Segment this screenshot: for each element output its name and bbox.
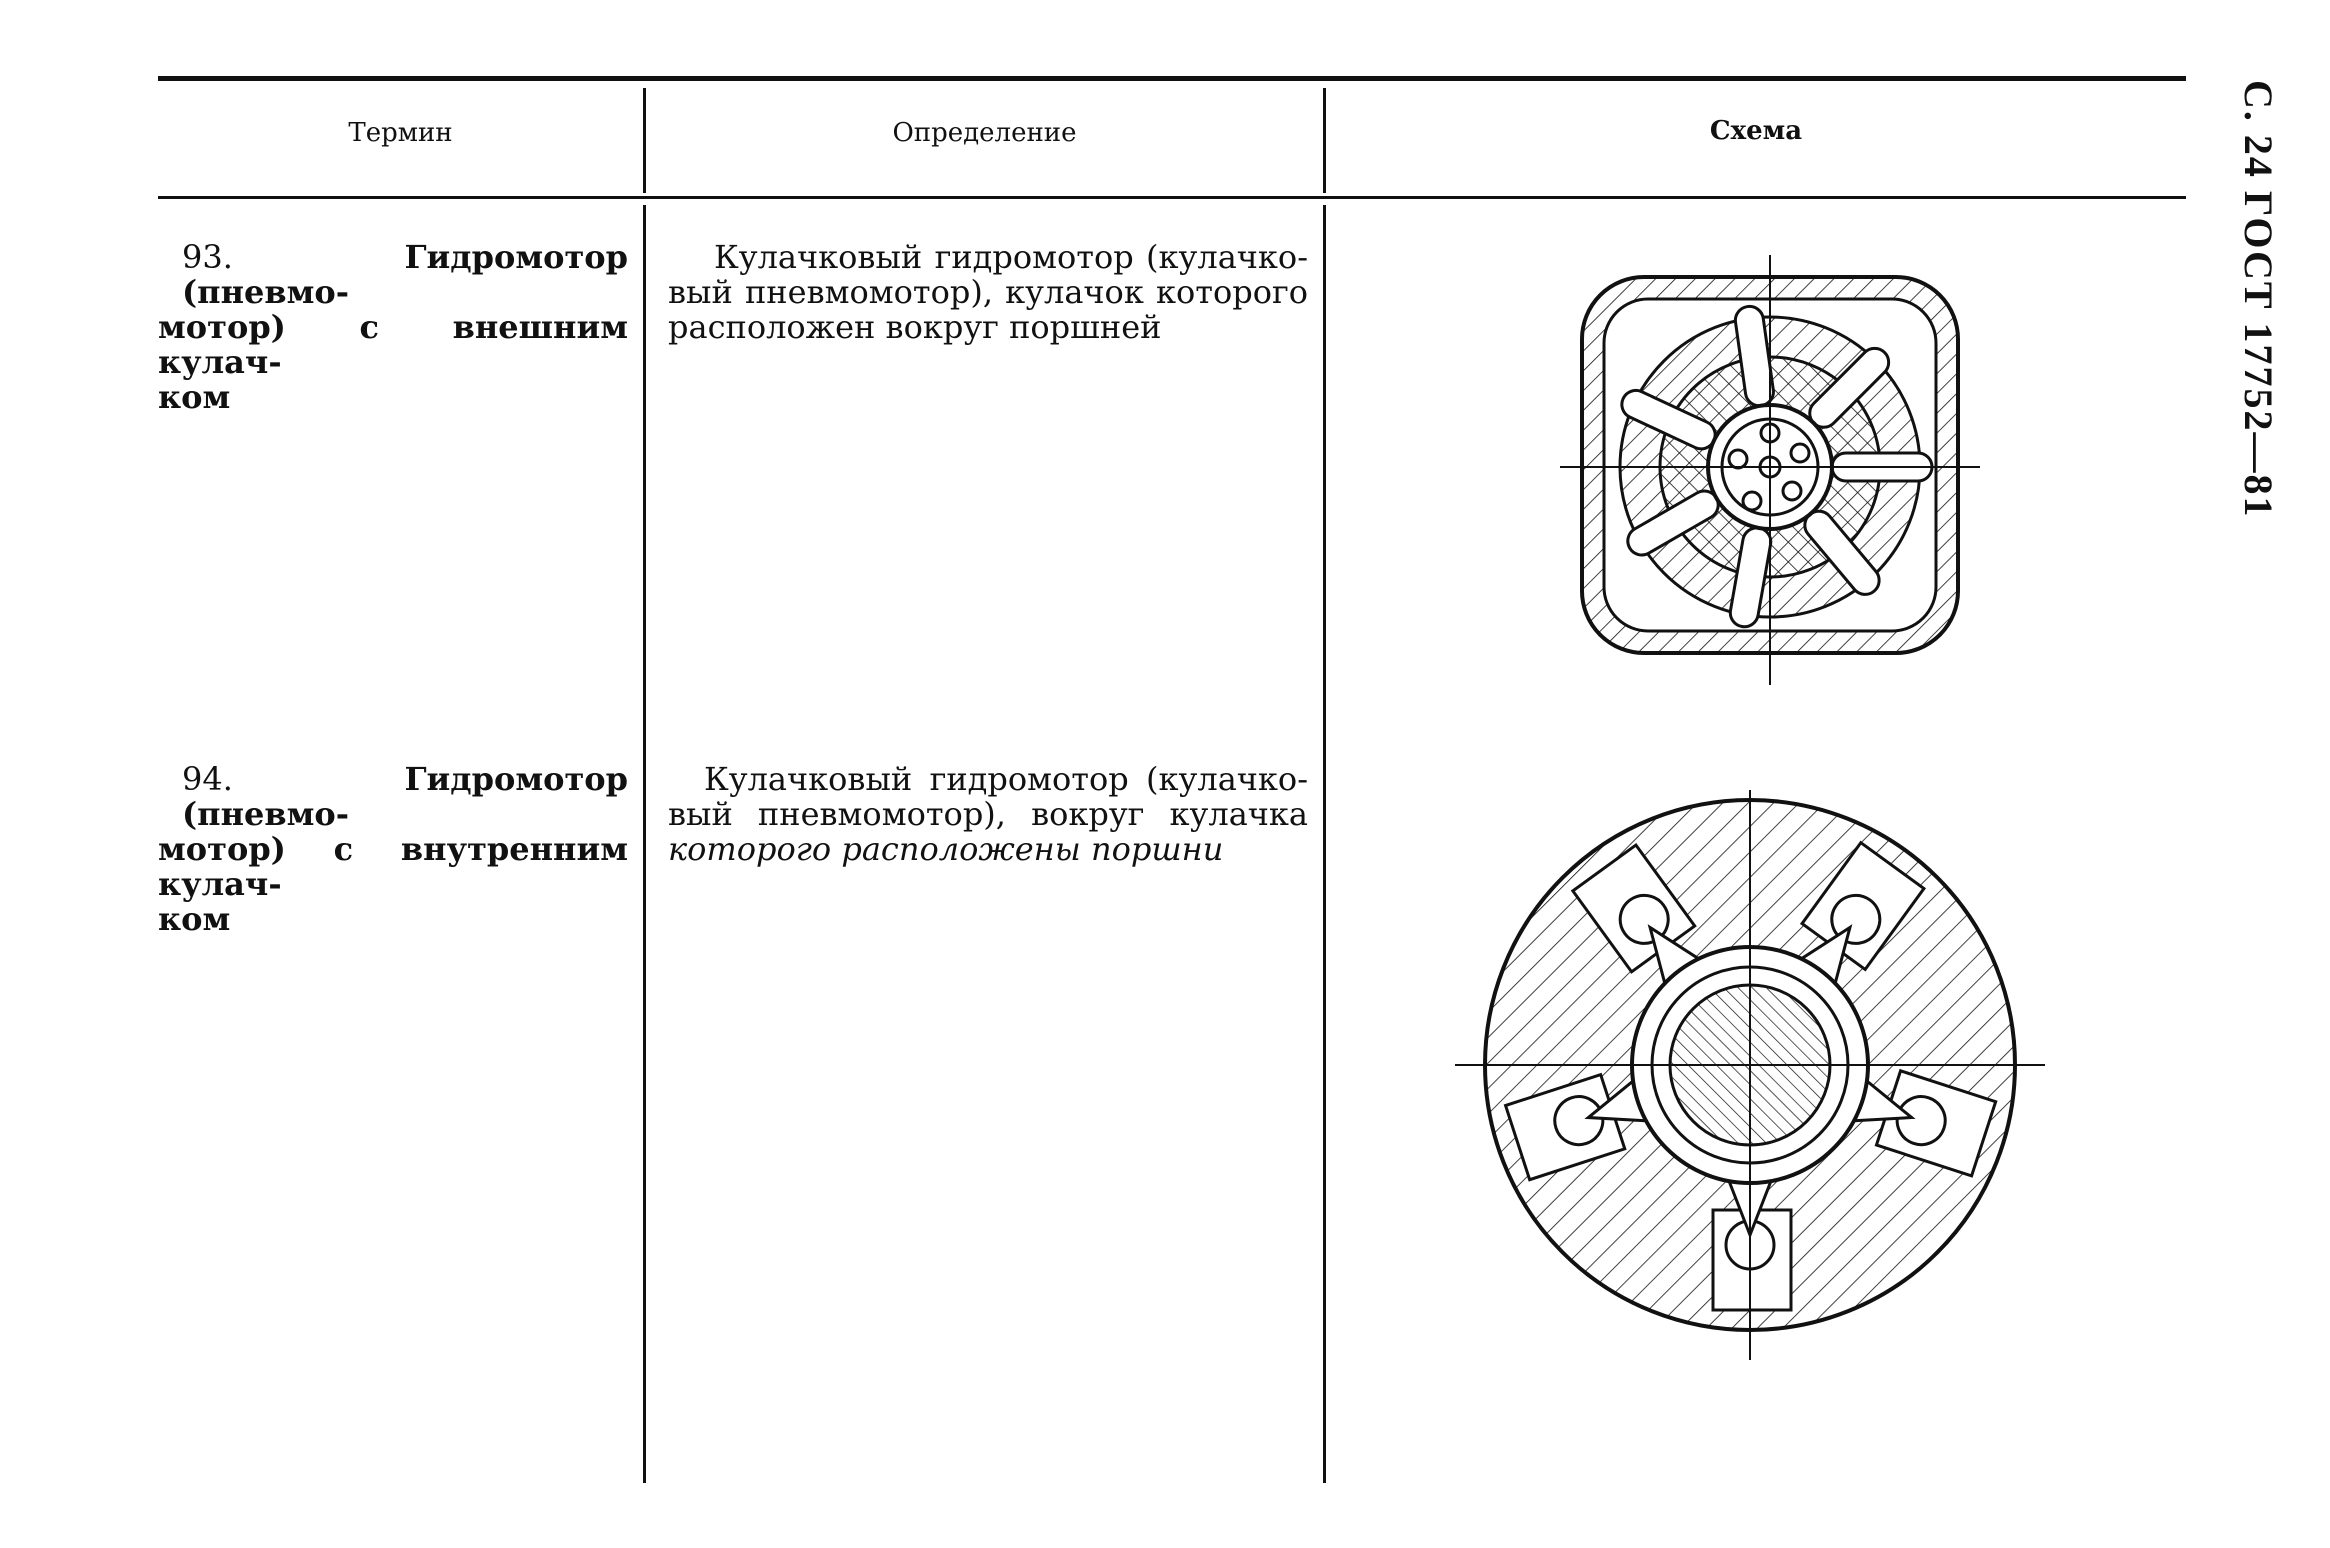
column-header-definition: Определение [892,118,1077,148]
column-header-scheme: Схема [1709,116,1803,146]
term-94 [158,762,628,937]
term-93-line-1: 93. Гидромотор (пневмо- [182,238,628,311]
definition-93-line-1: Кулачковый гидромотор (кулачко- [714,238,1308,276]
term-93-number: 93. [182,238,233,276]
definition-93 [668,240,1308,345]
header-rule [158,196,2186,199]
page-side-label: С. 24 ГОСТ 17752—81 [2236,80,2281,519]
term-93 [158,240,628,415]
internal-cam-motor-diagram [1455,790,2045,1360]
definition-94-line-3: которого расположены поршни [668,830,1224,868]
definition-93-line-3: расположен вокруг поршней [668,308,1162,346]
external-cam-motor-diagram [1560,255,1980,685]
term-94-line-3: ком [158,900,231,938]
term-93-line-3: ком [158,378,231,416]
term-94-number: 94. [182,760,233,798]
definition-94 [668,762,1308,867]
term-94-line-2: мотор) с внутренним кулач- [158,830,628,903]
column-divider-1-body [643,205,646,1483]
column-divider-2-body [1323,205,1326,1483]
definition-94-line-2: вый пневмомотор), вокруг кулачка [668,795,1308,833]
top-rule [158,76,2186,81]
definition-94-line-1: Кулачковый гидромотор (кулачко- [704,760,1308,798]
column-header-term: Термин [348,118,453,148]
definition-93-line-2: вый пневмомотор), кулачок которого [668,273,1308,311]
term-94-line-1: 94. Гидромотор (пневмо- [182,760,628,833]
term-93-line-2: мотор) с внешним кулач- [158,308,628,381]
